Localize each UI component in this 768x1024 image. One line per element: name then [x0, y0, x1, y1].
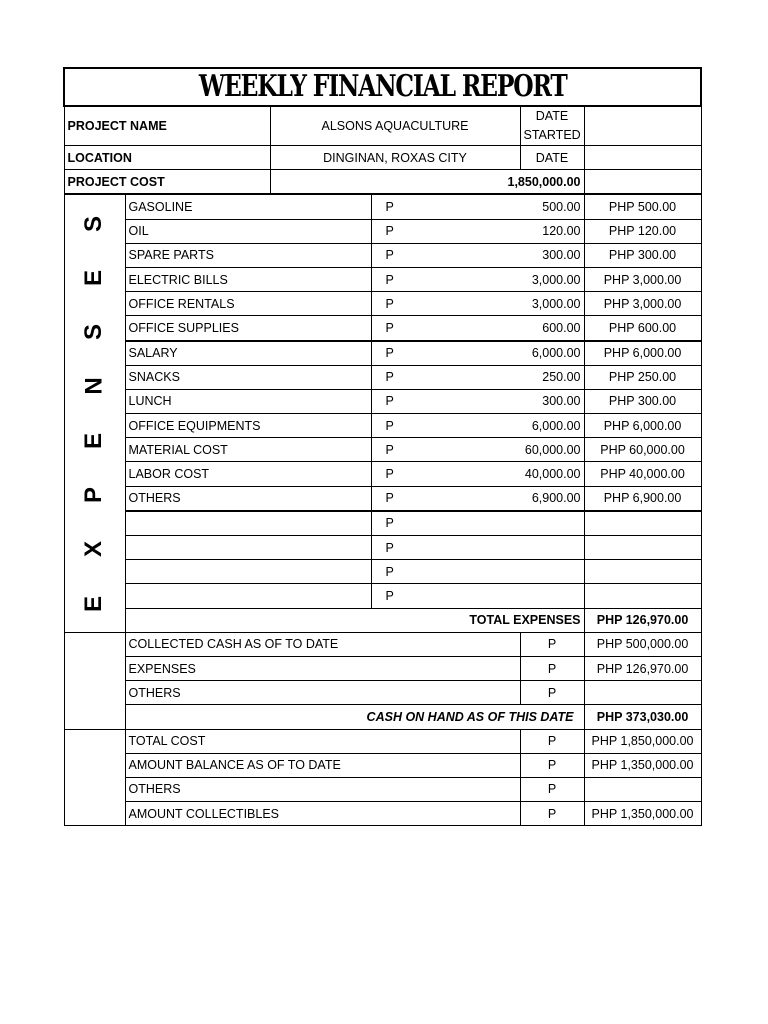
expense-row-blank: [64, 536, 701, 560]
date-label: DATE: [520, 146, 584, 170]
expense-row: [64, 486, 701, 511]
expense-item: OFFICE RENTALS: [125, 292, 371, 316]
balance-item: AMOUNT COLLECTIBLES: [125, 802, 520, 826]
total-expenses-label: TOTAL EXPENSES: [125, 608, 584, 632]
expense-php: PHP 120.00: [584, 219, 701, 243]
expense-amount: 3,000.00: [470, 292, 584, 316]
expense-row: [64, 219, 701, 243]
cash-row: [64, 632, 701, 656]
report-table: [63, 67, 702, 826]
balance-row: [64, 802, 701, 826]
expense-p: P: [371, 267, 470, 291]
cash-row: [64, 656, 701, 680]
expense-p: P: [371, 365, 470, 389]
balance-side-blank: [64, 729, 125, 826]
cash-item: OTHERS: [125, 681, 520, 705]
cash-on-hand-row: [64, 705, 701, 729]
expense-php: PHP 250.00: [584, 365, 701, 389]
expense-p: P: [371, 194, 470, 219]
expense-item: LUNCH: [125, 389, 371, 413]
expense-item: SNACKS: [125, 365, 371, 389]
expense-amount: 6,000.00: [470, 414, 584, 438]
cash-php: PHP 126,970.00: [584, 656, 701, 680]
expense-amount: 500.00: [470, 194, 584, 219]
expense-item: OFFICE SUPPLIES: [125, 316, 371, 341]
total-expenses-row: [64, 608, 701, 632]
expense-p: P: [371, 341, 470, 366]
expense-item: ELECTRIC BILLS: [125, 267, 371, 291]
expense-php: [584, 560, 701, 584]
expense-row: [64, 389, 701, 413]
cash-p: P: [520, 656, 584, 680]
balance-row: [64, 777, 701, 801]
expense-amount: 300.00: [470, 243, 584, 267]
expense-p: P: [371, 560, 470, 584]
expense-php: [584, 536, 701, 560]
expense-p: P: [371, 462, 470, 486]
expense-amount: 250.00: [470, 365, 584, 389]
expense-p: P: [371, 536, 470, 560]
expense-php: PHP 6,000.00: [584, 341, 701, 366]
expense-row: [64, 194, 701, 219]
expense-item: OTHERS: [125, 486, 371, 511]
expense-amount: [470, 511, 584, 536]
balance-p: P: [520, 777, 584, 801]
expense-p: P: [371, 219, 470, 243]
expense-item: SPARE PARTS: [125, 243, 371, 267]
expense-amount: 3,000.00: [470, 267, 584, 291]
cash-on-hand-label: CASH ON HAND AS OF THIS DATE: [125, 705, 584, 729]
expense-p: P: [371, 389, 470, 413]
expense-item: SALARY: [125, 341, 371, 366]
project-name-row: [64, 106, 701, 146]
expense-amount: 6,900.00: [470, 486, 584, 511]
expense-php: PHP 3,000.00: [584, 267, 701, 291]
project-name-value: ALSONS AQUACULTURE: [270, 106, 520, 146]
expense-item: LABOR COST: [125, 462, 371, 486]
expense-item: OIL: [125, 219, 371, 243]
cash-p: P: [520, 632, 584, 656]
expense-amount: 120.00: [470, 219, 584, 243]
total-expenses-value: PHP 126,970.00: [584, 608, 701, 632]
project-cost-label: PROJECT COST: [64, 170, 270, 195]
expense-row-blank: [64, 560, 701, 584]
expense-item: [125, 560, 371, 584]
expense-amount: 60,000.00: [470, 438, 584, 462]
expense-amount: 40,000.00: [470, 462, 584, 486]
expense-row: [64, 267, 701, 291]
balance-p: P: [520, 802, 584, 826]
expense-row: [64, 243, 701, 267]
expense-item: GASOLINE: [125, 194, 371, 219]
expense-php: PHP 6,000.00: [584, 414, 701, 438]
date-started-label: DATE STARTED: [520, 106, 584, 146]
project-name-label: PROJECT NAME: [64, 106, 270, 146]
expense-p: P: [371, 316, 470, 341]
expense-amount: 300.00: [470, 389, 584, 413]
expense-row: [64, 316, 701, 341]
expense-php: [584, 584, 701, 608]
title-row: [64, 68, 701, 106]
expense-php: PHP 500.00: [584, 194, 701, 219]
expenses-side-label: S E S N E P X E: [64, 194, 125, 632]
expense-p: P: [371, 292, 470, 316]
expense-item: [125, 584, 371, 608]
expense-row-blank: [64, 584, 701, 608]
expense-amount: [470, 560, 584, 584]
expense-p: P: [371, 243, 470, 267]
cash-item: EXPENSES: [125, 656, 520, 680]
expense-php: PHP 300.00: [584, 389, 701, 413]
balance-php: PHP 1,850,000.00: [584, 729, 701, 753]
expense-row: [64, 462, 701, 486]
expense-p: P: [371, 438, 470, 462]
balance-item: OTHERS: [125, 777, 520, 801]
location-row: [64, 146, 701, 170]
expense-amount: [470, 584, 584, 608]
expense-php: PHP 60,000.00: [584, 438, 701, 462]
cash-item: COLLECTED CASH AS OF TO DATE: [125, 632, 520, 656]
balance-item: TOTAL COST: [125, 729, 520, 753]
balance-p: P: [520, 729, 584, 753]
cash-p: P: [520, 681, 584, 705]
location-label: LOCATION: [64, 146, 270, 170]
expense-p: P: [371, 584, 470, 608]
expense-row: [64, 414, 701, 438]
cash-row: [64, 681, 701, 705]
date-started-value: [584, 106, 701, 146]
expense-row-blank: [64, 511, 701, 536]
balance-php: PHP 1,350,000.00: [584, 753, 701, 777]
cash-on-hand-value: PHP 373,030.00: [584, 705, 701, 729]
expense-p: P: [371, 486, 470, 511]
location-value: DINGINAN, ROXAS CITY: [270, 146, 520, 170]
expense-php: PHP 600.00: [584, 316, 701, 341]
cash-php: [584, 681, 701, 705]
expense-php: PHP 40,000.00: [584, 462, 701, 486]
expense-php: PHP 300.00: [584, 243, 701, 267]
expense-item: [125, 536, 371, 560]
balance-php: PHP 1,350,000.00: [584, 802, 701, 826]
cash-php: PHP 500,000.00: [584, 632, 701, 656]
balance-row: [64, 729, 701, 753]
expense-row: [64, 365, 701, 389]
expense-row: [64, 341, 701, 366]
financial-report-sheet: [63, 67, 700, 826]
balance-row: [64, 753, 701, 777]
balance-p: P: [520, 753, 584, 777]
project-cost-value: 1,850,000.00: [270, 170, 584, 195]
cash-side-blank: [64, 632, 125, 729]
expense-amount: 600.00: [470, 316, 584, 341]
project-cost-blank: [584, 170, 701, 195]
expense-item: MATERIAL COST: [125, 438, 371, 462]
report-title: WEEKLY FINANCIAL REPORT: [64, 68, 701, 106]
balance-item: AMOUNT BALANCE AS OF TO DATE: [125, 753, 520, 777]
expense-row: [64, 292, 701, 316]
expense-php: PHP 6,900.00: [584, 486, 701, 511]
expense-amount: [470, 536, 584, 560]
expense-amount: 6,000.00: [470, 341, 584, 366]
expense-row: [64, 438, 701, 462]
balance-php: [584, 777, 701, 801]
expense-php: PHP 3,000.00: [584, 292, 701, 316]
expense-item: OFFICE EQUIPMENTS: [125, 414, 371, 438]
date-value: [584, 146, 701, 170]
expense-p: P: [371, 414, 470, 438]
expense-item: [125, 511, 371, 536]
project-cost-row: [64, 170, 701, 195]
expense-php: [584, 511, 701, 536]
expense-p: P: [371, 511, 470, 536]
